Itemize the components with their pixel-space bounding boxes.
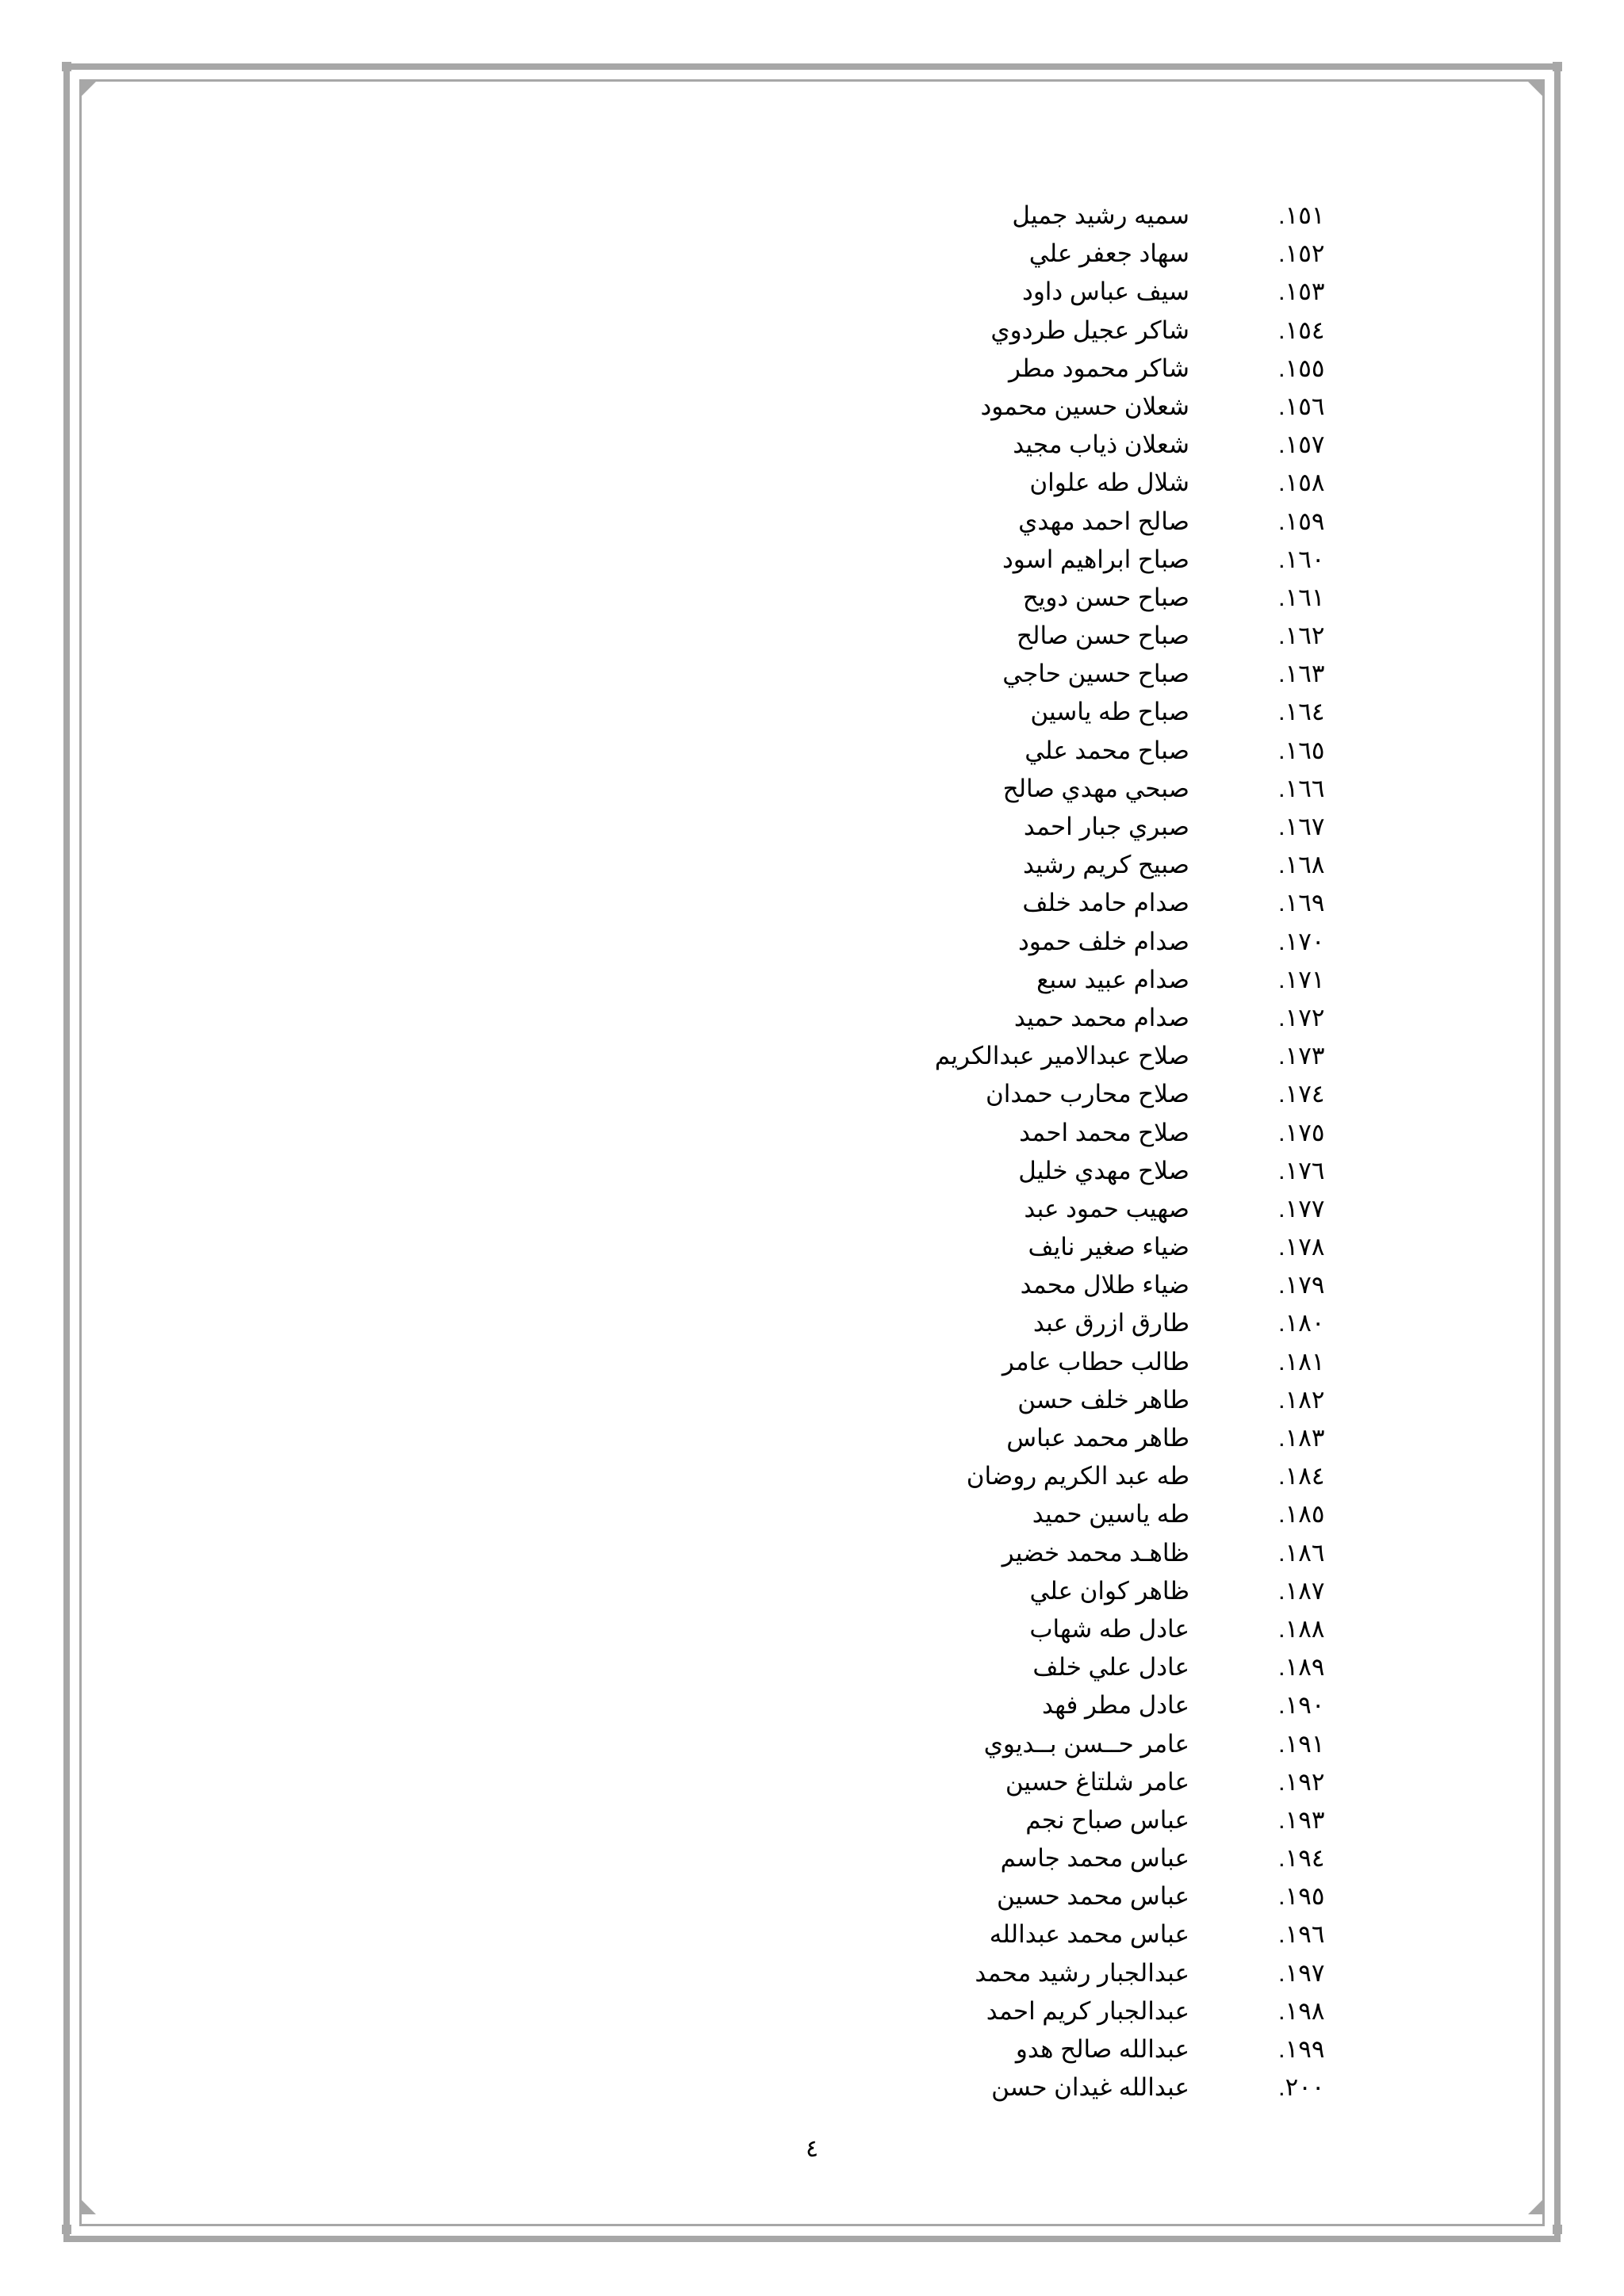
list-item-name: طارق ازرق عبد <box>1032 1309 1189 1337</box>
list-item <box>0 1037 1624 1075</box>
list-item <box>0 1839 1624 1877</box>
list-item <box>0 1114 1624 1152</box>
list-item-number: .١٧٤ <box>1278 1080 1325 1108</box>
list-item-number: .١٩٥ <box>1278 1882 1325 1911</box>
list-item <box>0 1343 1624 1381</box>
list-item <box>0 1190 1624 1228</box>
list-item <box>0 1915 1624 1954</box>
list-item <box>0 655 1624 693</box>
list-item-number: .١٩٢ <box>1278 1767 1325 1796</box>
list-item-name: سيف عباس داود <box>1022 277 1189 306</box>
list-item-name: صلاح عبدالامير عبدالكريم <box>934 1042 1189 1070</box>
list-item <box>0 1152 1624 1190</box>
list-item-number: .١٦٢ <box>1278 622 1325 650</box>
frame-dot-bottom-left <box>62 2225 71 2234</box>
list-item-number: .١٩٣ <box>1278 1805 1325 1834</box>
list-item-name: صالح احمد مهدي <box>1018 507 1189 535</box>
names-list <box>0 197 1624 2107</box>
list-item-name: عباس صباح نجم <box>1025 1805 1189 1834</box>
list-item-name: شعلان حسين محمود <box>980 392 1189 420</box>
list-item <box>0 808 1624 846</box>
list-item-name: سهاد جعفر علي <box>1028 239 1189 268</box>
list-item-number: .١٩٠ <box>1278 1691 1325 1720</box>
list-item-number: .١٩٧ <box>1278 1958 1325 1987</box>
list-item-number: .١٨٦ <box>1278 1538 1325 1567</box>
list-item-number: .١٥٤ <box>1278 316 1325 344</box>
page-number: ٤ <box>805 2136 819 2162</box>
list-item <box>0 1686 1624 1724</box>
list-item-name: عادل طه شهاب <box>1029 1614 1189 1643</box>
list-item-name: صباح حسن دويح <box>1022 583 1189 611</box>
list-item-name: طالب حطاب عامر <box>1002 1347 1189 1376</box>
list-item-name: ضياء طلال محمد <box>1020 1271 1189 1299</box>
list-item-name: شعلان ذياب مجيد <box>1013 430 1189 459</box>
list-item-number: .١٧٩ <box>1278 1271 1325 1299</box>
list-item <box>0 1495 1624 1533</box>
list-item-name: عباس محمد جاسم <box>1000 1844 1189 1873</box>
list-item <box>0 1877 1624 1915</box>
list-item <box>0 961 1624 999</box>
list-item-number: .١٨٣ <box>1278 1424 1325 1452</box>
list-item <box>0 350 1624 388</box>
list-item-number: .١٨٧ <box>1278 1576 1325 1605</box>
list-item <box>0 732 1624 770</box>
list-item-number: .١٧١ <box>1278 965 1325 993</box>
list-item <box>0 1304 1624 1342</box>
list-item <box>0 235 1624 273</box>
list-item <box>0 503 1624 541</box>
list-item <box>0 884 1624 922</box>
list-item-name: صبيح كريم رشيد <box>1023 851 1189 879</box>
list-item-number: .١٨٢ <box>1278 1385 1325 1414</box>
list-item-number: .١٧٥ <box>1278 1118 1325 1146</box>
list-item <box>0 1648 1624 1686</box>
list-item-name: صبري جبار احمد <box>1023 813 1189 840</box>
list-item <box>0 1572 1624 1610</box>
list-item-number: .١٦٠ <box>1278 545 1325 573</box>
list-item-number: .١٦٥ <box>1278 736 1325 764</box>
list-item-name: شلال طه علوان <box>1029 469 1189 497</box>
list-item <box>0 1075 1624 1113</box>
list-item-number: .٢٠٠ <box>1278 2073 1325 2102</box>
list-item <box>0 273 1624 311</box>
list-item <box>0 2068 1624 2107</box>
list-item <box>0 464 1624 502</box>
list-item <box>0 1228 1624 1266</box>
list-item-number: .١٨٠ <box>1278 1309 1325 1337</box>
list-item <box>0 923 1624 961</box>
list-item-name: صباح ابراهيم اسود <box>1002 545 1189 573</box>
list-item-name: صدام خلف حمود <box>1017 927 1189 955</box>
list-item-number: .١٥٨ <box>1278 469 1325 497</box>
list-item-name: ظاهر كوان علي <box>1029 1576 1189 1605</box>
list-item-name: شاكر محمود مطر <box>1008 354 1189 382</box>
list-item-number: .١٨٩ <box>1278 1653 1325 1682</box>
list-item <box>0 846 1624 884</box>
list-item <box>0 999 1624 1037</box>
list-item-name: عامر حــسن بــديوي <box>983 1729 1189 1758</box>
list-item-number: .١٦٨ <box>1278 851 1325 879</box>
list-item-number: .١٩٨ <box>1278 1996 1325 2025</box>
list-item <box>0 693 1624 731</box>
list-item-name: عباس محمد عبدالله <box>989 1920 1189 1949</box>
list-item-name: عبدالله صالح هدو <box>1015 2035 1189 2063</box>
list-item-name: عامر شلتاغ حسين <box>1005 1767 1189 1796</box>
list-item-number: .١٧٣ <box>1278 1042 1325 1070</box>
list-item-name: صلاح محمد احمد <box>1019 1118 1189 1146</box>
list-item-number: .١٨٥ <box>1278 1500 1325 1529</box>
list-item-name: ضياء صغير نايف <box>1028 1233 1189 1261</box>
list-item-number: .١٥٣ <box>1278 277 1325 306</box>
list-item-name: صباح طه ياسين <box>1030 698 1189 726</box>
frame-corner-top-right <box>1528 82 1542 96</box>
list-item-number: .١٧٦ <box>1278 1156 1325 1184</box>
list-item-name: ظاهـد محمد خضير <box>1002 1538 1189 1567</box>
list-item <box>0 770 1624 808</box>
list-item-number: .١٨١ <box>1278 1347 1325 1376</box>
list-item-number: .١٦٣ <box>1278 660 1325 688</box>
list-item-name: صدام محمد حميد <box>1013 1003 1189 1031</box>
list-item-name: عباس محمد حسين <box>997 1882 1189 1911</box>
list-item-number: .١٦٧ <box>1278 813 1325 840</box>
list-item <box>0 1534 1624 1572</box>
list-item-name: طاهر خلف حسن <box>1017 1385 1189 1414</box>
frame-dot-top-left <box>62 62 71 71</box>
list-item-name: شاكر عجيل طردوي <box>990 316 1189 344</box>
list-item <box>0 1725 1624 1763</box>
frame-corner-top-left <box>82 82 96 96</box>
list-item <box>0 1266 1624 1304</box>
list-item <box>0 1954 1624 1992</box>
list-item-number: .١٨٤ <box>1278 1462 1325 1490</box>
frame-corner-bottom-right <box>1528 2200 1542 2214</box>
list-item <box>0 388 1624 426</box>
list-item-name: صباح حسن صالح <box>1017 622 1189 650</box>
list-item-number: .١٥٩ <box>1278 507 1325 535</box>
list-item-number: .١٨٨ <box>1278 1614 1325 1643</box>
list-item <box>0 1992 1624 2030</box>
list-item-number: .١٩٤ <box>1278 1844 1325 1873</box>
list-item <box>0 197 1624 235</box>
list-item-number: .١٥١ <box>1278 201 1325 229</box>
list-item <box>0 1381 1624 1419</box>
list-item-number: .١٥٢ <box>1278 239 1325 268</box>
frame-corner-bottom-left <box>82 2200 96 2214</box>
list-item-name: سميه رشيد جميل <box>1012 201 1189 229</box>
list-item-name: صباح حسين حاجي <box>1002 660 1189 688</box>
list-item-number: .١٥٥ <box>1278 354 1325 382</box>
list-item-name: صلاح محارب حمدان <box>985 1080 1189 1108</box>
list-item <box>0 579 1624 617</box>
list-item-name: عادل علي خلف <box>1032 1653 1189 1682</box>
list-item-number: .١٩٦ <box>1278 1920 1325 1949</box>
list-item <box>0 1763 1624 1801</box>
list-item-number: .١٦٩ <box>1278 889 1325 917</box>
list-item-number: .١٧٨ <box>1278 1233 1325 1261</box>
list-item-name: صدام حامد خلف <box>1022 889 1189 917</box>
list-item-number: .١٧٠ <box>1278 927 1325 955</box>
list-item-name: صباح محمد علي <box>1025 736 1189 764</box>
list-item-number: .١٥٦ <box>1278 392 1325 420</box>
list-item-name: عادل مطر فهد <box>1041 1691 1189 1720</box>
list-item <box>0 541 1624 579</box>
list-item-name: طه ياسين حميد <box>1032 1500 1189 1529</box>
list-item-name: طه عبد الكريم روضان <box>966 1462 1189 1490</box>
list-item-name: صهيب حمود عبد <box>1024 1194 1189 1223</box>
list-item-name: طاهر محمد عباس <box>1006 1424 1189 1452</box>
list-item-number: .١٩١ <box>1278 1729 1325 1758</box>
list-item-number: .١٥٧ <box>1278 430 1325 459</box>
list-item-number: .١٦٦ <box>1278 774 1325 802</box>
list-item <box>0 426 1624 464</box>
list-item-name: عبدالجبار رشيد محمد <box>975 1958 1189 1987</box>
list-item-name: عبدالجبار كريم احمد <box>986 1996 1189 2025</box>
list-item-name: صلاح مهدي خليل <box>1018 1156 1189 1184</box>
list-item <box>0 312 1624 350</box>
frame-dot-top-right <box>1553 62 1562 71</box>
list-item-number: .١٦٤ <box>1278 698 1325 726</box>
list-item <box>0 1457 1624 1495</box>
list-item-number: .١٧٢ <box>1278 1003 1325 1031</box>
frame-dot-bottom-right <box>1553 2225 1562 2234</box>
list-item <box>0 1419 1624 1457</box>
list-item-name: عبدالله غيدان حسن <box>991 2073 1189 2102</box>
list-item <box>0 1610 1624 1648</box>
list-item-name: صبحي مهدي صالح <box>1002 774 1189 802</box>
list-item-number: .١٧٧ <box>1278 1194 1325 1223</box>
list-item-name: صدام عبيد سبع <box>1036 965 1189 993</box>
list-item <box>0 2030 1624 2068</box>
list-item-number: .١٦١ <box>1278 583 1325 611</box>
list-item <box>0 617 1624 655</box>
list-item-number: .١٩٩ <box>1278 2035 1325 2063</box>
list-item <box>0 1801 1624 1839</box>
